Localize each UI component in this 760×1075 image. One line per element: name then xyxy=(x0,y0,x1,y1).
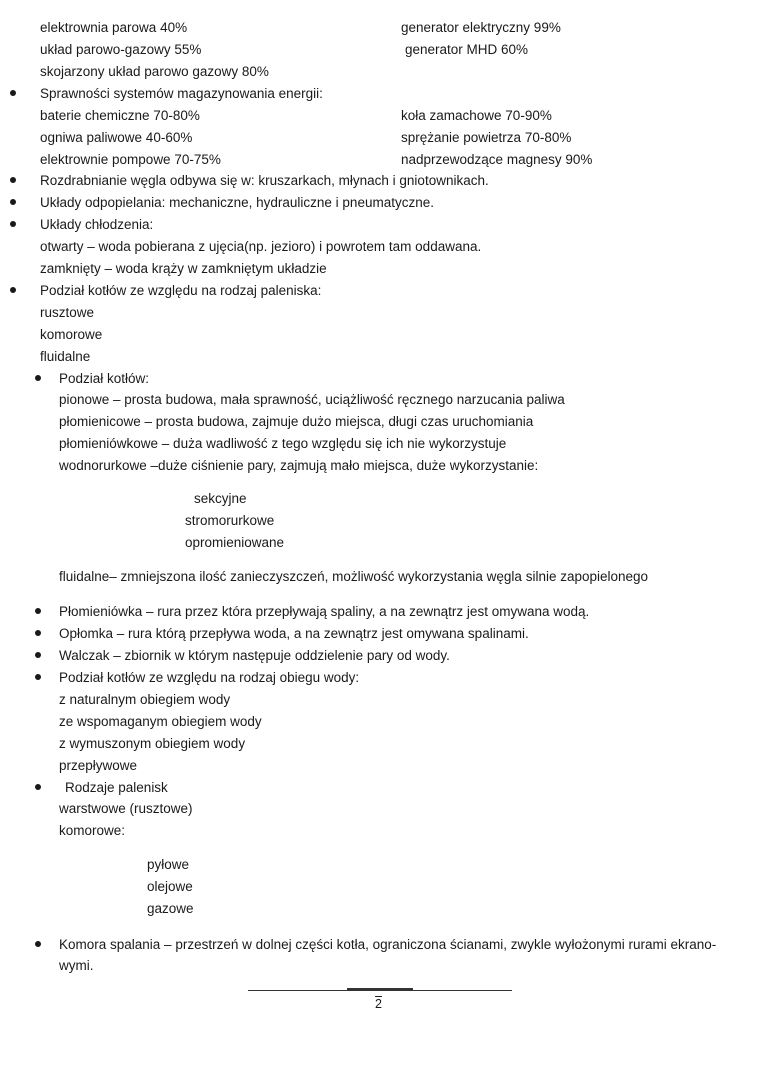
text-line: z wymuszonym obiegiem wody xyxy=(59,736,246,751)
text-line: wodnorurkowe –duże ciśnienie pary, zajmują mało miejsca, duże wykorzystanie: xyxy=(59,458,539,473)
text-line: generator MHD 60% xyxy=(405,42,529,57)
text-line: nadprzewodzące magnesy 90% xyxy=(401,152,593,167)
bullet-icon xyxy=(10,199,16,205)
text-line: elektrownia parowa 40% xyxy=(40,20,188,35)
bullet-icon xyxy=(35,652,41,658)
text-line: opromieniowane xyxy=(185,535,285,550)
text-line: z naturalnym obiegiem wody xyxy=(59,692,231,707)
list-item: Płomieniówka – rura przez która przepływają spaliny, a na zewnątrz jest omywana wodą. xyxy=(59,604,590,619)
list-item: Opłomka – rura którą przepływa woda, a na zewnątrz jest omywana spalinami. xyxy=(59,626,529,641)
text-line: stromorurkowe xyxy=(185,513,275,528)
text-line: komorowe: xyxy=(59,823,126,838)
list-heading: Układy chłodzenia: xyxy=(40,217,154,232)
text-line: warstwowe (rusztowe) xyxy=(59,801,193,816)
text-line: przepływowe xyxy=(59,758,138,773)
text-line: płomienicowe – prosta budowa, zajmuje dużo miejsca, długi czas uruchomiania xyxy=(59,414,534,429)
text-line: skojarzony układ parowo gazowy 80% xyxy=(40,64,269,79)
bullet-icon xyxy=(35,375,41,381)
text-line: komorowe xyxy=(40,327,103,342)
bullet-icon xyxy=(10,287,16,293)
text-line: sprężanie powietrza 70-80% xyxy=(401,130,572,145)
bullet-icon xyxy=(10,177,16,183)
text-line: rusztowe xyxy=(40,305,95,320)
text-line: elektrownie pompowe 70-75% xyxy=(40,152,221,167)
bullet-icon xyxy=(35,630,41,636)
list-item: Komora spalania – przestrzeń w dolnej części kotła, ograniczona ścianami, zwykle wyłożonymi rurami ekrano- xyxy=(59,937,717,952)
footer-divider xyxy=(248,990,512,991)
text-line: zamknięty – woda krąży w zamkniętym układzie xyxy=(40,261,327,276)
text-line: baterie chemiczne 70-80% xyxy=(40,108,200,123)
text-line: fluidalne– zmniejszona ilość zanieczyszczeń, możliwość wykorzystania węgla silnie zapopielonego xyxy=(59,569,649,584)
list-heading: Podział kotłów ze względu na rodzaj paleniska: xyxy=(40,283,322,298)
text-line: otwarty – woda pobierana z ujęcia(np. jezioro) i powrotem tam oddawana. xyxy=(40,239,482,254)
list-heading: Sprawności systemów magazynowania energii: xyxy=(40,86,323,101)
bullet-icon xyxy=(35,784,41,790)
list-item: Rozdrabnianie węgla odbywa się w: kruszarkach, młynach i gniotownikach. xyxy=(40,173,489,188)
text-line: gazowe xyxy=(147,901,194,916)
bullet-icon xyxy=(35,608,41,614)
list-item: Układy odpopielania: mechaniczne, hydrauliczne i pneumatyczne. xyxy=(40,195,434,210)
footer-divider-accent xyxy=(347,988,413,990)
text-line: płomieniówkowe – duża wadliwość z tego względu się ich nie wykorzystuje xyxy=(59,436,507,451)
list-heading: Rodzaje palenisk xyxy=(65,780,168,795)
text-line: koła zamachowe 70-90% xyxy=(401,108,552,123)
text-line: układ parowo-gazowy 55% xyxy=(40,42,202,57)
bullet-icon xyxy=(35,674,41,680)
text-line: fluidalne xyxy=(40,349,91,364)
text-line: sekcyjne xyxy=(194,491,247,506)
list-item: Walczak – zbiornik w którym następuje oddzielenie pary od wody. xyxy=(59,648,450,663)
bullet-icon xyxy=(35,941,41,947)
text-line: ze wspomaganym obiegiem wody xyxy=(59,714,262,729)
bullet-icon xyxy=(10,90,16,96)
text-line: pyłowe xyxy=(147,857,190,872)
list-heading: Podział kotłów ze względu na rodzaj obiegu wody: xyxy=(59,670,360,685)
list-heading: Podział kotłów: xyxy=(59,371,150,386)
text-line: olejowe xyxy=(147,879,193,894)
page-number: 2 xyxy=(375,997,382,1011)
text-line: wymi. xyxy=(59,958,94,973)
text-line: generator elektryczny 99% xyxy=(401,20,561,35)
text-line: pionowe – prosta budowa, mała sprawność, uciążliwość ręcznego narzucania paliwa xyxy=(59,392,565,407)
bullet-icon xyxy=(10,221,16,227)
text-line: ogniwa paliwowe 40-60% xyxy=(40,130,193,145)
